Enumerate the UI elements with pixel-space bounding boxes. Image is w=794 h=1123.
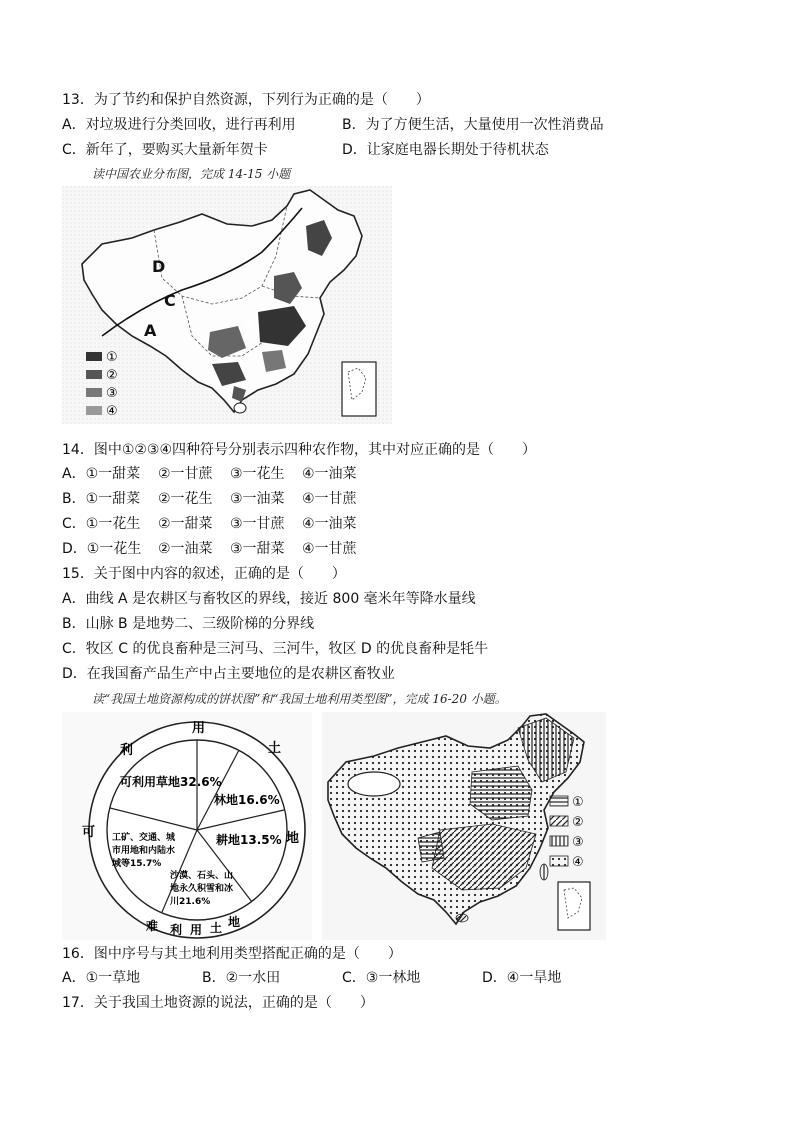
land-resources-pie [62,712,312,940]
q14-option-b: B．①一甜菜 ②一花生 ③一油菜 ④一甘蔗 [62,491,357,507]
q13-option-c: C．新年了，要购买大量新年贺卡 [62,142,268,158]
q17-stem: 17．关于我国土地资源的说法，正确的是（ ） [62,995,374,1011]
segment-label-desert: 川21.6% [170,897,211,907]
svg-text:①: ① [106,350,118,365]
ring-char: 用 [192,721,206,736]
q16-option-c: C．③一林地 [342,970,421,986]
q16-options [62,968,622,988]
q16-option-d: D．④一旱地 [482,970,562,986]
q15-option-a: A．曲线 A 是农耕区与畜牧区的界线，接近 800 毫米年等降水量线 [62,591,476,607]
south-china-sea-inset [558,882,590,930]
q15-option-b: B．山脉 B 是地势二、三级阶梯的分界线 [62,616,315,632]
land-use-map [322,712,606,940]
map-label-d: D [152,257,166,276]
q13-option-b: B．为了方便生活，大量使用一次性消费品 [342,117,604,133]
svg-text:②: ② [572,815,584,830]
intro-14-15: 读中国农业分布图，完成 14-15 小题 [92,167,291,181]
svg-text:④: ④ [572,855,584,870]
ring-char: 用 [190,923,203,937]
ring-char: 难 [146,919,159,933]
segment-label-urban: 域等15.7% [112,859,162,869]
ring-char: 土 [268,741,282,756]
svg-text:①: ① [572,795,584,810]
ring-char: 可 [82,825,96,840]
q13-option-d: D．让家庭电器长期处于待机状态 [342,142,549,158]
q15-stem: 15．关于图中内容的叙述，正确的是（ ） [62,566,346,582]
q15-option-d: D．在我国畜产品生产中占主要地位的是农耕区畜牧业 [62,666,395,682]
q13-stem: 13．为了节约和保护自然资源，下列行为正确的是（ ） [62,92,430,108]
svg-text:③: ③ [572,835,584,850]
q14-option-c: C．①一花生 ②一甜菜 ③一甘蔗 ④一油菜 [62,516,357,532]
ring-char: 利 [120,743,134,758]
q16-stem: 16．图中序号与其土地利用类型搭配正确的是（ ） [62,946,402,962]
map-label-a: A [144,321,157,340]
q16-option-a: A．①一草地 [62,970,141,986]
segment-label-grassland: 可利用草地32.6% [120,775,222,789]
ring-char: 地 [286,831,300,846]
agriculture-map [62,186,392,424]
q15-option-c: C．牧区 C 的优良畜种是三河马、三河牛，牧区 D 的优良畜种是牦牛 [62,641,489,657]
segment-label-urban: 市用地和内陆水 [112,846,176,856]
intro-16-20: 读“我国土地资源构成的饼状图”和“我国土地利用类型图”，完成 16-20 小题。 [92,692,507,706]
q14-stem: 14．图中①②③④四种符号分别表示四种农作物，其中对应正确的是（ ） [62,442,537,458]
segment-label-urban: 工矿、交通、城 [112,833,176,843]
ring-char: 地 [228,915,241,929]
segment-label-desert: 沙漠、石头、山 [170,871,234,881]
svg-text:④: ④ [106,404,118,419]
south-china-sea-inset [342,362,376,416]
segment-label-desert: 地永久积雪和冰 [170,884,234,894]
q14-option-d: D．①一花生 ②一油菜 ③一甜菜 ④一甘蔗 [62,541,357,557]
segment-label-forest: 林地16.6% [214,793,280,807]
ring-char: 利 [170,923,183,937]
map-label-c: C [164,291,176,310]
q13-option-a: A．对垃圾进行分类回收，进行再利用 [62,117,296,133]
segment-label-farmland: 耕地13.5% [216,833,282,847]
q14-option-a: A．①一甜菜 ②一甘蔗 ③一花生 ④一油菜 [62,466,357,482]
svg-text:③: ③ [106,386,118,401]
ring-char: 土 [210,921,223,935]
svg-text:②: ② [106,368,118,383]
map-label-b: B [244,315,254,330]
q16-option-b: B．②一水田 [202,970,281,986]
